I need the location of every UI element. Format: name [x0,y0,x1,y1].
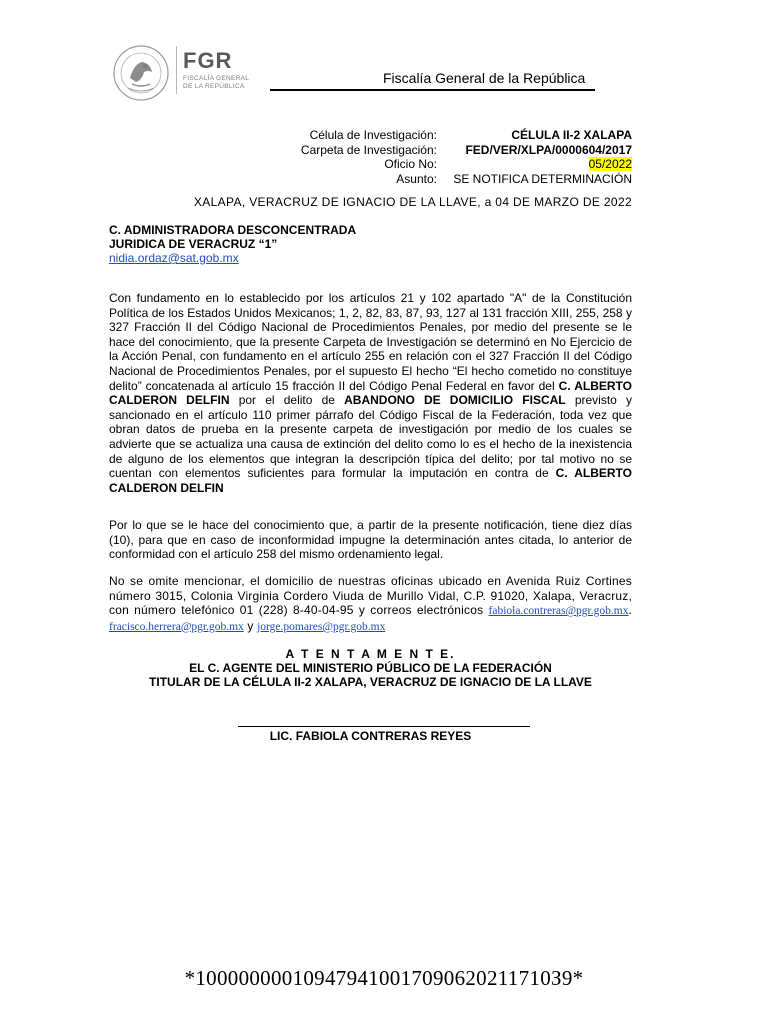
place-and-date: XALAPA, VERACRUZ DE IGNACIO DE LA LLAVE, a 04 DE MARZO DE 2022 [193,195,632,209]
p1-text-c: previsto y sancionado en el artículo 110 primer párrafo del Código Fiscal de la Federación, toda vez que obran datos de prueba en la presente carpeta de investigación por medio de los cuales se advierte que se actualiza una causa de extinción del delito como lo es el hecho de la inexistencia de alguno de los elementos que integran la descripción típica del delito; por tal motivo no se cuentan con elementos suficientes para formular la imputación en contra de [109,393,633,481]
logo-divider [176,46,177,94]
p1-accused-name: C. ALBERTO CALDERON DELFIN [109,378,632,408]
page-title: Fiscalía General de la República [383,70,586,86]
signer-name: LIC. FABIOLA CONTRERAS REYES [269,729,472,743]
body-paragraph-2: Por lo que se le hace del conocimiento que, a partir de la presente notificación, tiene diez días (10), para que en caso de inconformidad impugne la determinación antes citada, lo anterior de conformidad con el artículo 258 del mismo ordenamiento legal. [109,518,632,562]
addressee-line-2: JURIDICA DE VERACRUZ “1” [109,237,278,251]
fgr-logo-text: FGR [183,48,233,73]
body-paragraph-1 [109,291,632,495]
p1-crime-name: ABANDONO DE DOMICILIO FISCAL [344,393,566,408]
document-metadata [200,128,632,186]
meta-row-oficio [200,157,632,172]
addressee-block [109,223,356,265]
fgr-logo-subtitle-1: FISCALÍA GENERAL [183,75,250,82]
celula-label: Célula de Investigación: [309,128,437,142]
p1-text-a: Con fundamento en lo establecido por los artículos 21 y 102 apartado "A" de la Constitución Política de los Estados Unidos Mexicanos; 1, 2, 82, 83, 87, 93, 127 al 131 fracción XIII, 255, 258 y 327 Fracción II del Código Nacional de Procedimientos Penales, por medio del presente se le hace del conocimiento, que la presente Carpeta de Investigación se determinó en No Ejercicio de la Acción Penal, con fundamento en el artículo 255 en relación con el 327 Fracción II del Código Nacional de Procedimientos Penales, por el supuesto El hecho “El hecho cometido no constituye delito” concatenada al artículo 15 fracción II del Código Penal Federal en favor del [109,291,632,393]
agent-title-line-2: TITULAR DE LA CÉLULA II-2 XALAPA, VERACRUZ DE IGNACIO DE LA LLAVE [149,675,592,689]
email-link-jorge[interactable]: jorge.pomares@pgr.gob.mx [257,620,386,633]
oficio-value: 05/2022 [588,157,632,171]
p3-text: No se omite mencionar, el domicilio de nuestras oficinas ubicado en Avenida Ruiz Cortines número 3015, Colonia Virginia Cordero Viuda de Murillo Vidal, C.P. 91020, Xalapa, Veracruz, con número telefónico 01 (228) 8-40-04-95 y correos electrónicos [109,574,632,618]
email-link-fabiola[interactable]: fabiola.contreras@pgr.gob.mx [488,605,629,618]
fgr-logo-subtitle-2: DE LA REPÚBLICA [183,83,245,90]
oficio-label: Oficio No: [384,157,437,171]
p3-separator-2: y [243,618,258,633]
fgr-logo [183,50,249,91]
p1-accused-name-2: C. ALBERTO CALDERON DELFIN [109,466,632,495]
addressee-line-1: C. ADMINISTRADORA DESCONCENTRADA [109,223,357,237]
carpeta-value: FED/VER/XLPA/0000604/2017 [465,142,632,157]
meta-row-asunto [200,172,632,187]
asunto-label: Asunto: [396,171,437,186]
agent-title-line-1: EL C. AGENTE DEL MINISTERIO PÚBLICO DE LA FEDERACIÓN [189,661,552,675]
email-link-francisco[interactable]: fracisco.herrera@pgr.gob.mx [109,620,244,633]
signature-line [238,726,530,727]
carpeta-label: Carpeta de Investigación: [300,142,437,157]
celula-value: CÉLULA II-2 XALAPA [511,128,632,142]
p1-text-b: por el delito de [229,393,345,408]
header-rule [270,89,595,91]
barcode-text: *100000000109479410017090620211710З9* [184,966,584,990]
body-paragraph-3 [109,574,632,634]
addressee-email-link[interactable]: nidia.ordaz@sat.gob.mx [109,251,239,265]
asunto-value: SE NOTIFICA DETERMINACIÓN [453,171,632,186]
meta-row-carpeta [200,143,632,158]
meta-row-celula [200,128,632,143]
mexican-seal-logo [112,44,170,102]
p3-separator-1: . [628,603,632,618]
closing-salutation: A T E N T A M E N T E. [285,647,456,661]
